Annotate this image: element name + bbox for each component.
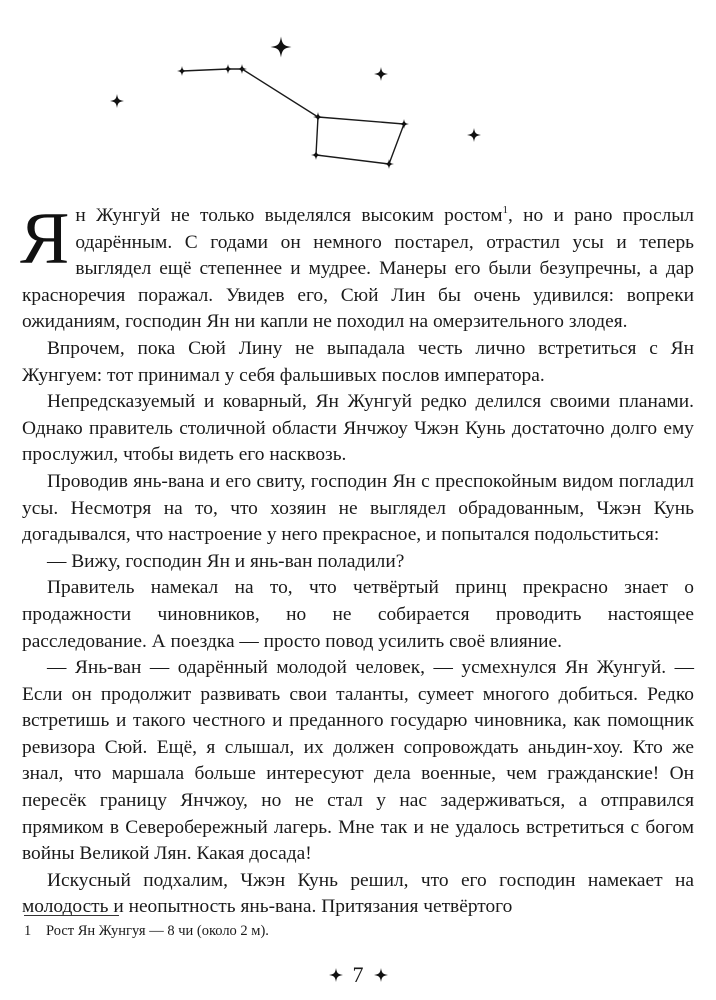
paragraph: Проводив янь-вана и его свиту, господин Ян с преспокойным видом погладил усы. Несмотря на то, что хозяин не выглядел обрадованным, Чжэн Кунь догадывался, что настроение у него прекрасное, и попытался подольститься: <box>22 470 694 546</box>
star-icon <box>110 94 124 108</box>
star-icon <box>237 64 247 74</box>
star-icon <box>223 64 233 74</box>
four-point-star-icon <box>374 968 388 982</box>
paragraph <box>20 198 694 336</box>
footnote-text: Рост Ян Жунгуя — 8 чи (около 2 м). <box>46 923 269 939</box>
star-icon <box>399 119 409 129</box>
main-text <box>20 198 694 921</box>
star-icon <box>467 128 481 142</box>
paragraph: Правитель намекал на то, что четвёртый принц прекрасно знает о продажности чиновников, но не собирается проводить настоящее расследование. А поездка — просто повод усилить своё влияние. <box>22 577 694 652</box>
paragraph: Непредсказуемый и коварный, Ян Жунгуй редко делился своими планами. Однако правитель столичной области Янчжоу Чжэн Кунь достаточно долго ему прослужил, чтобы видеть его насквозь. <box>22 391 694 466</box>
page-number-footer <box>0 960 716 988</box>
drop-cap: Я <box>20 198 70 280</box>
paragraph: Искусный подхалим, Чжэн Кунь решил, что его господин намекает на молодость и неопытность янь-вана. Притязания четвёртого <box>22 869 694 918</box>
star-icon <box>271 37 292 58</box>
dialogue-line: — Вижу, господин Ян и янь-ван поладили? <box>47 550 405 572</box>
paragraph: Впрочем, пока Сюй Лину не выпадала честь лично встретиться с Ян Жунгуем: тот принимал у себя фальшивых послов императора. <box>22 337 694 386</box>
star-icon <box>313 112 323 122</box>
star-icon <box>374 67 388 81</box>
dialogue-paragraph: — Янь-ван — одарённый молодой человек, — усмехнулся Ян Жунгуй. — Если он продолжит развивать свои таланты, сумеет многого добиться. Редко встретишь и такого честного и преданного государю чиновника, как помощник ревизора Сюй. Ещё, я слышал, их должен сопровождать аньдин-хоу. Кто же знал, что маршала больше интересуют дела военные, чем гражданские! Он пересёк границу Янчжоу, но не стал у нас задерживаться, а отправился прямиком в Северобережный лагерь. Мне так и не удалось встретиться с богом войны Великой Лян. Какая досада! <box>22 657 694 865</box>
big-dipper-constellation-icon <box>0 0 716 200</box>
four-point-star-icon <box>329 968 343 982</box>
paragraph-text: , но и рано прослыл одарённым. С годами он немного постарел, отрастил усы и теперь выглядел ещё степеннее и мудрее. Манеры его были безупречны, а дар красноречия поражал. Увидев его, Сюй Лин бы очень удивился: вопреки ожиданиям, господин Ян ни капли не походил на омерзительного злодея. <box>22 205 694 333</box>
constellation-line <box>182 69 404 164</box>
footnote <box>24 923 269 940</box>
footnote-reference[interactable]: 1 <box>502 204 508 216</box>
star-icon <box>384 159 394 169</box>
star-icon <box>177 66 187 76</box>
page-number: 7 <box>352 961 364 987</box>
star-icon <box>311 150 321 160</box>
footnote-divider <box>24 915 119 916</box>
paragraph-text: н Жунгуй не только выделялся высоким ростом <box>75 205 503 226</box>
footnote-marker: 1 <box>24 923 32 939</box>
